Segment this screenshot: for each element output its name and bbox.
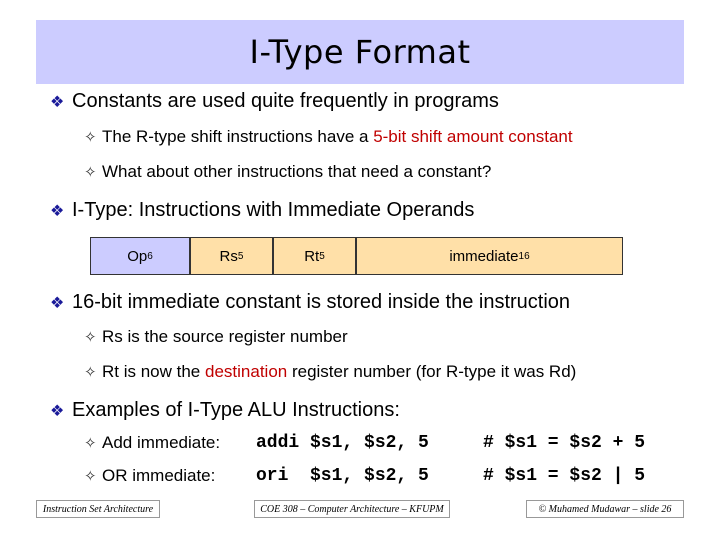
field-op — [90, 237, 190, 275]
highlight-text: destination — [205, 362, 288, 381]
field-bits: 6 — [147, 250, 153, 262]
field-label: Rt — [304, 247, 320, 265]
code-comment: # $s1 = $s2 + 5 — [483, 433, 646, 453]
footer-text: Instruction Set Architecture — [42, 503, 154, 515]
star-bullet-icon: ✧ — [84, 364, 97, 381]
sub-bullet-shift — [84, 127, 573, 147]
sub-bullet-text: Rt is now the — [102, 362, 205, 381]
footer-text: COE 308 – Computer Architecture – KFUPM — [260, 503, 444, 515]
field-label: immediate — [449, 247, 519, 265]
field-bits: 5 — [319, 250, 325, 262]
addi-code — [256, 433, 429, 453]
star-bullet-icon: ✧ — [84, 329, 97, 346]
footer-right — [526, 500, 684, 518]
sub-bullet-rs — [84, 327, 348, 347]
sub-bullet-text: The R-type shift instructions have a — [102, 127, 374, 146]
bullet-text: 16-bit immediate constant is stored inside the instruction — [72, 291, 571, 313]
bullet-itype — [50, 199, 474, 222]
field-bits: 16 — [518, 250, 530, 262]
ori-comment — [483, 466, 645, 486]
field-rs — [190, 237, 273, 275]
star-bullet-icon: ✧ — [84, 164, 97, 181]
field-label: Rs — [219, 247, 238, 265]
example-label: OR immediate: — [102, 466, 216, 485]
star-bullet-icon: ✧ — [84, 435, 97, 452]
sub-bullet-text: register number (for R-type it was Rd) — [287, 362, 577, 381]
code-text: ori $s1, $s2, 5 — [256, 466, 429, 486]
field-label: Op — [127, 247, 148, 265]
slide-title: I-Type Format — [249, 33, 471, 71]
star-bullet-icon: ✧ — [84, 468, 97, 485]
field-bits: 5 — [237, 250, 244, 262]
bullet-text: Examples of I-Type ALU Instructions: — [72, 399, 400, 421]
footer-text: © Muhamed Mudawar – slide 26 — [538, 503, 672, 515]
sub-bullet-addi — [84, 433, 220, 453]
itype-format-diagram — [90, 237, 623, 275]
field-immediate — [356, 237, 623, 275]
bullet-16bit — [50, 291, 570, 314]
bullet-constants — [50, 90, 499, 113]
bullet-examples — [50, 399, 400, 422]
example-label: Add immediate: — [102, 433, 221, 452]
ori-code — [256, 466, 429, 486]
diamond-bullet-icon: ❖ — [50, 202, 65, 220]
code-comment: # $s1 = $s2 | 5 — [483, 466, 646, 486]
title-bar — [36, 20, 684, 84]
footer-center — [254, 500, 450, 518]
diamond-bullet-icon: ❖ — [50, 294, 65, 312]
bullet-text: Constants are used quite frequently in programs — [72, 90, 499, 112]
field-rt — [273, 237, 356, 275]
highlight-text: 5-bit shift amount constant — [373, 127, 573, 146]
code-text: addi $s1, $s2, 5 — [256, 433, 429, 453]
addi-comment — [483, 433, 645, 453]
bullet-text: I-Type: Instructions with Immediate Operands — [72, 199, 475, 221]
diamond-bullet-icon: ❖ — [50, 93, 65, 111]
footer-left — [36, 500, 160, 518]
sub-bullet-text: What about other instructions that need a constant? — [102, 162, 492, 181]
sub-bullet-text: Rs is the source register number — [102, 327, 348, 346]
sub-bullet-ori — [84, 466, 215, 486]
sub-bullet-rt — [84, 362, 576, 382]
sub-bullet-other — [84, 162, 491, 182]
star-bullet-icon: ✧ — [84, 129, 97, 146]
diamond-bullet-icon: ❖ — [50, 402, 65, 420]
